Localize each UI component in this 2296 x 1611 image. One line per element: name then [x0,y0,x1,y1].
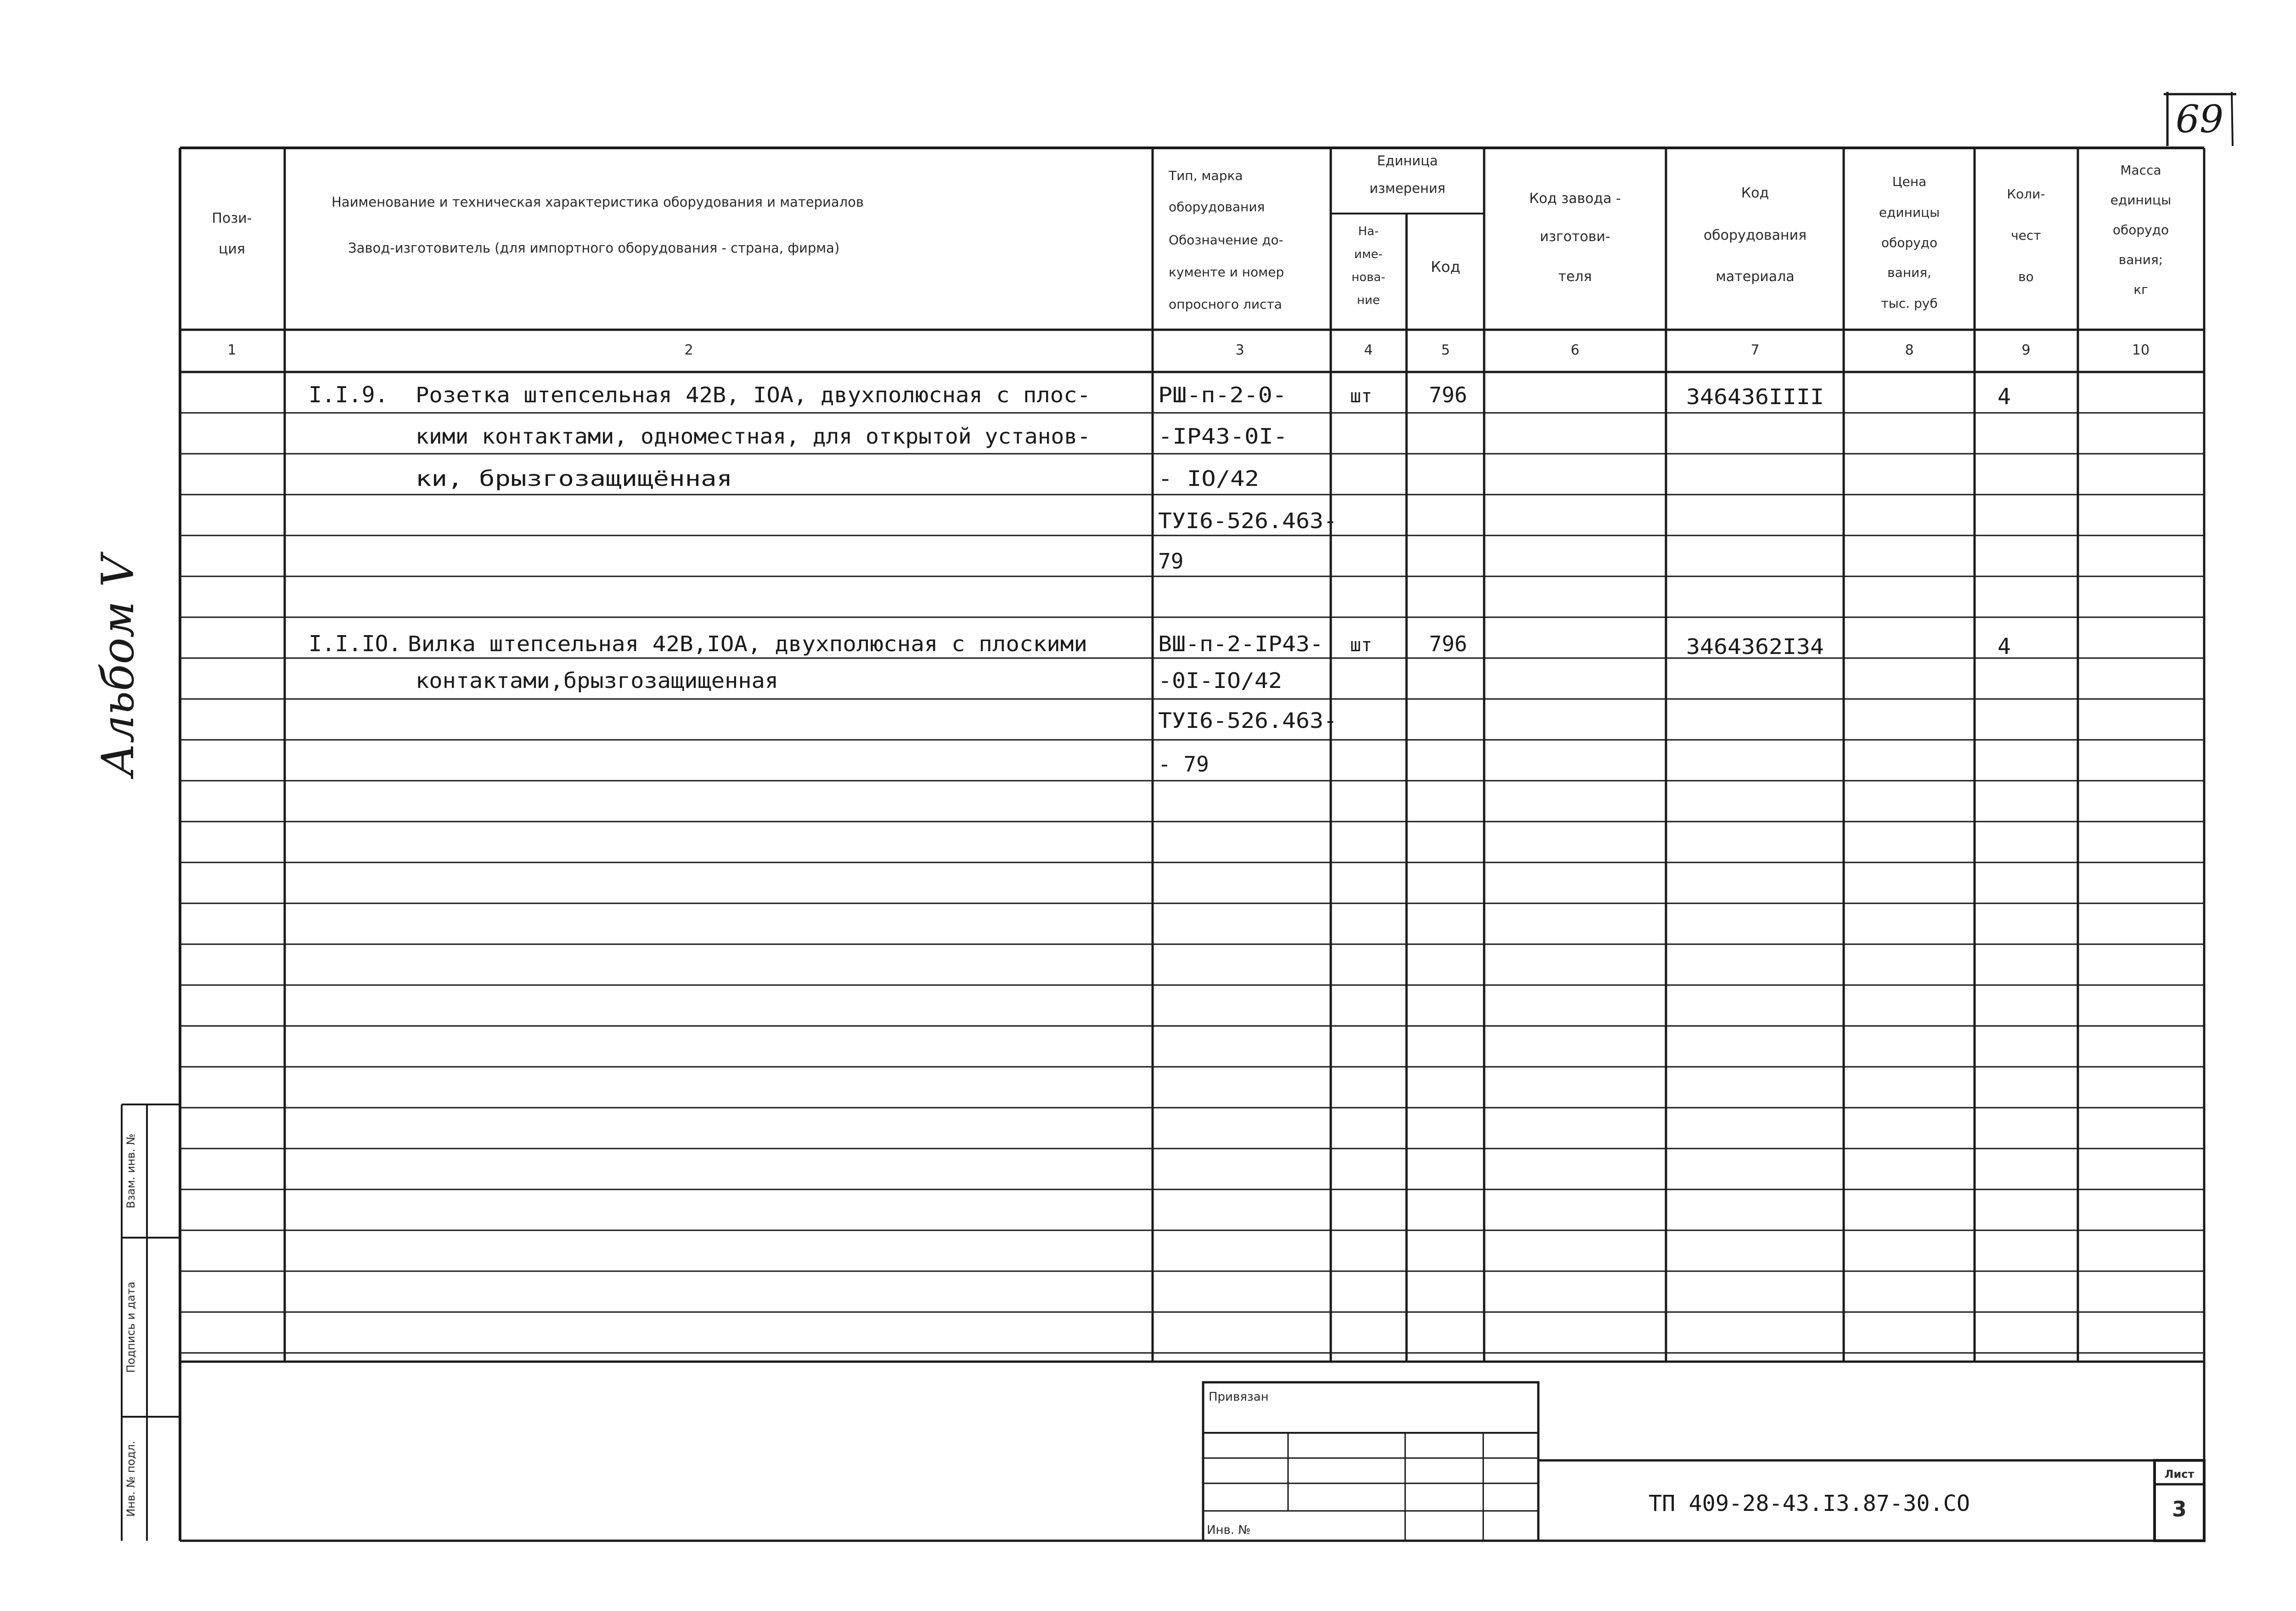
header-equipment-code-2: оборудования [1703,227,1807,243]
item-2-type-line-2: -0I-IO/42 [1158,668,1282,693]
item-1-type-line-5: 79 [1158,549,1184,574]
header-quantity-2: чест [2011,228,2041,243]
item-2-unit-code: 796 [1429,631,1468,656]
column-number-8: 8 [1905,342,1914,358]
item-2-type-line-3: ТУI6-526.463- [1158,708,1337,733]
header-type-2: оборудования [1169,199,1265,214]
column-number-row [227,342,2150,358]
item-1-position: I.I.9. [309,382,388,408]
column-number-10: 10 [2132,342,2150,358]
item-1-unit-code: 796 [1429,383,1468,407]
column-number-4: 4 [1364,342,1373,358]
item-1-type-line-3: - IO/42 [1158,466,1259,491]
item-2-name-line-1: Вилка штепсельная 42В,IOА, двухполюсная с плоскими [408,631,1087,656]
header-mass-1: Масса [2120,163,2161,178]
item-2-type-line-4: - 79 [1158,752,1209,777]
item-1-name-line-3: ки, брызгозащищённая [416,466,732,491]
header-quantity-1: Коли- [2007,186,2045,202]
page-number-box [2164,92,2236,146]
spec-item-1 [309,382,2011,574]
header-factory-code-1: Код завода - [1529,191,1621,207]
column-number-2: 2 [684,342,693,358]
header-quantity-3: во [2018,269,2034,284]
item-1-type-line-2: -IP43-0I- [1158,424,1288,449]
column-number-1: 1 [227,342,236,358]
margin-label-replacement: Взам. инв. № [124,1133,137,1209]
column-number-9: 9 [2021,342,2031,358]
spec-table [180,148,2204,1541]
item-2-position: I.I.IO. [309,631,402,657]
header-price-2: единицы [1879,205,1940,220]
header-mass-5: кг [2133,282,2148,297]
header-equipment-code-3: материала [1716,269,1795,285]
item-1-unit: шт [1350,386,1373,407]
attached-label: Привязан [1209,1390,1269,1404]
header-name-2: Завод-изготовитель (для импортного оборудования - страна, фирма) [348,240,840,256]
header-mass-3: оборудо [2112,222,2169,237]
table-header [212,153,2171,312]
table-row-lines [180,413,2204,1353]
item-1-material-code: 346436IIII [1686,384,1824,409]
item-2-unit: шт [1350,635,1373,656]
header-equipment-code-1: Код [1741,185,1769,201]
item-2-material-code: 3464362I34 [1686,634,1824,659]
header-mass-2: единицы [2110,192,2172,208]
item-1-name-line-2: кими контактами, одноместная, для открытой установ- [416,424,1091,449]
margin-label-signature: Подпись и дата [124,1281,137,1373]
header-unit-name-1: На- [1358,225,1379,238]
header-unit-group-1: Единица [1377,153,1438,169]
album-label: Альбом V [92,555,144,777]
header-price-5: тыс. руб [1881,296,1938,311]
header-unit-name-4: ние [1357,293,1380,307]
item-2-quantity: 4 [1998,634,2011,659]
header-mass-4: вания; [2118,252,2163,267]
sheet-label: Лист [2164,1468,2195,1481]
header-unit-name-3: нова- [1351,270,1385,284]
document-code: ТП 409-28-43.I3.87-30.СО [1649,1491,1970,1516]
header-type-1: Тип, марка [1169,168,1243,183]
column-number-3: 3 [1235,342,1244,358]
header-unit-code: Код [1430,258,1461,276]
item-1-name-line-1: Розетка штепсельная 42В, IOА, двухполюсная с плос- [416,383,1091,407]
item-1-type-line-1: РШ-п-2-0- [1158,383,1287,407]
item-1-type-line-4: ТУI6-526.463- [1158,508,1337,533]
header-price-1: Цена [1892,174,1927,189]
header-name-1: Наименование и техническая характеристика оборудования и материалов [332,194,864,210]
item-2-name-line-2: контактами,брызгозащищенная [416,668,778,693]
title-block [180,1382,2204,1541]
column-number-7: 7 [1750,342,1760,358]
header-price-3: оборудо [1881,235,1938,250]
margin-label-original: Инв. № подл. [124,1441,137,1517]
item-2-type-line-1: ВШ-п-2-IP43- [1158,631,1323,656]
column-number-6: 6 [1570,342,1580,358]
column-number-5: 5 [1441,342,1450,358]
header-unit-group-2: измерения [1369,180,1446,196]
header-factory-code-3: теля [1558,269,1592,285]
header-type-4: кументе и номер [1169,265,1284,280]
page-number: 69 [2175,98,2224,141]
header-price-4: вания, [1887,265,1931,280]
header-position-2: ция [219,241,245,257]
header-type-3: Обозначение до- [1169,232,1283,248]
header-type-5: опросного листа [1169,297,1282,312]
item-1-quantity: 4 [1998,384,2011,410]
spec-item-2 [309,631,2011,777]
header-unit-name-2: име- [1354,248,1383,261]
inventory-number-label: Инв. № [1207,1523,1251,1537]
header-factory-code-2: изготови- [1540,229,1610,245]
sheet-number: 3 [2172,1497,2187,1521]
margin-stamp [122,1104,180,1541]
header-position-1: Пози- [212,210,252,226]
